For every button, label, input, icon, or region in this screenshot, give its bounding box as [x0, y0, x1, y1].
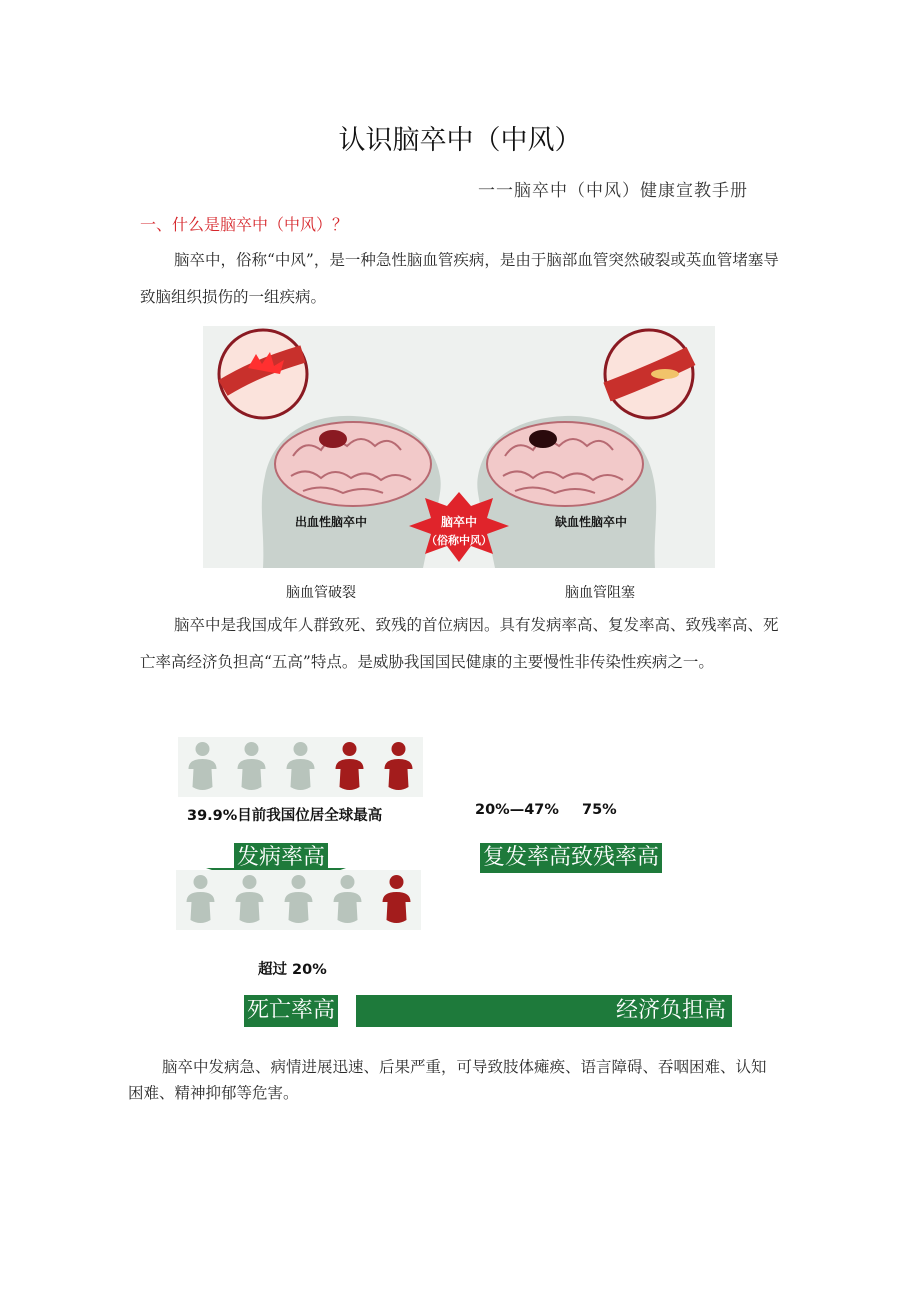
mortality-stat: 超过 20%: [258, 962, 327, 978]
page-title: 认识脑卒中（中风）: [338, 125, 582, 156]
left-brain: [275, 422, 431, 506]
five-highs-paragraph: 脑卒中是我国成年人群致死、致残的首位病因。具有发病率高、复发率高、致残率高、死亡率高经济负担高“五高”特点。是威胁我国国民健康的主要慢性非传染性疾病之一。: [140, 616, 779, 671]
intro-paragraph: 脑卒中，俗称“中风”，是一种急性脑血管疾病，是由于脑部血管突然破裂或英血管堵塞导致脑组织损伤的一组疾病。: [140, 251, 779, 306]
caption-rupture: 脑血管破裂: [286, 585, 356, 601]
consequences-paragraph: 脑卒中发病急、病情进展迅速、后果严重，可导致肢体瘫痪、语言障碍、吞咽困难、认知困难、精神抑郁等危害。: [128, 1058, 767, 1102]
banner-economic: 经济负担高: [356, 995, 732, 1027]
recurrence-stat: 20%—47%: [475, 802, 559, 818]
ischemic-stroke-label: 缺血性脑卒中: [554, 515, 628, 529]
right-brain: [487, 422, 643, 506]
disability-stat: 75%: [582, 802, 617, 818]
people-row-mortality: [176, 870, 421, 930]
banner-incidence: 发病率高: [234, 843, 328, 873]
burst-label-line1: 脑卒中: [440, 515, 478, 529]
burst-label-line2: （俗称中风）: [426, 534, 492, 547]
incidence-stat: 39.9%目前我国位居全球最高: [187, 808, 383, 824]
section-heading: 一、什么是脑卒中（中风）？: [140, 215, 349, 234]
hemorrhagic-stroke-label: 出血性脑卒中: [294, 515, 368, 529]
caption-blockage: 脑血管阻塞: [565, 585, 635, 601]
ruptured-vessel-icon: [219, 330, 307, 418]
people-row-incidence: [178, 737, 423, 797]
blocked-vessel-icon: [605, 330, 693, 418]
banner-mortality: 死亡率高: [244, 995, 338, 1027]
page-subtitle: 一一脑卒中（中风）健康宣教手册: [478, 181, 748, 201]
banner-recurrence-disability: 复发率高致残率高: [480, 843, 662, 873]
stroke-illustration: [203, 326, 715, 568]
